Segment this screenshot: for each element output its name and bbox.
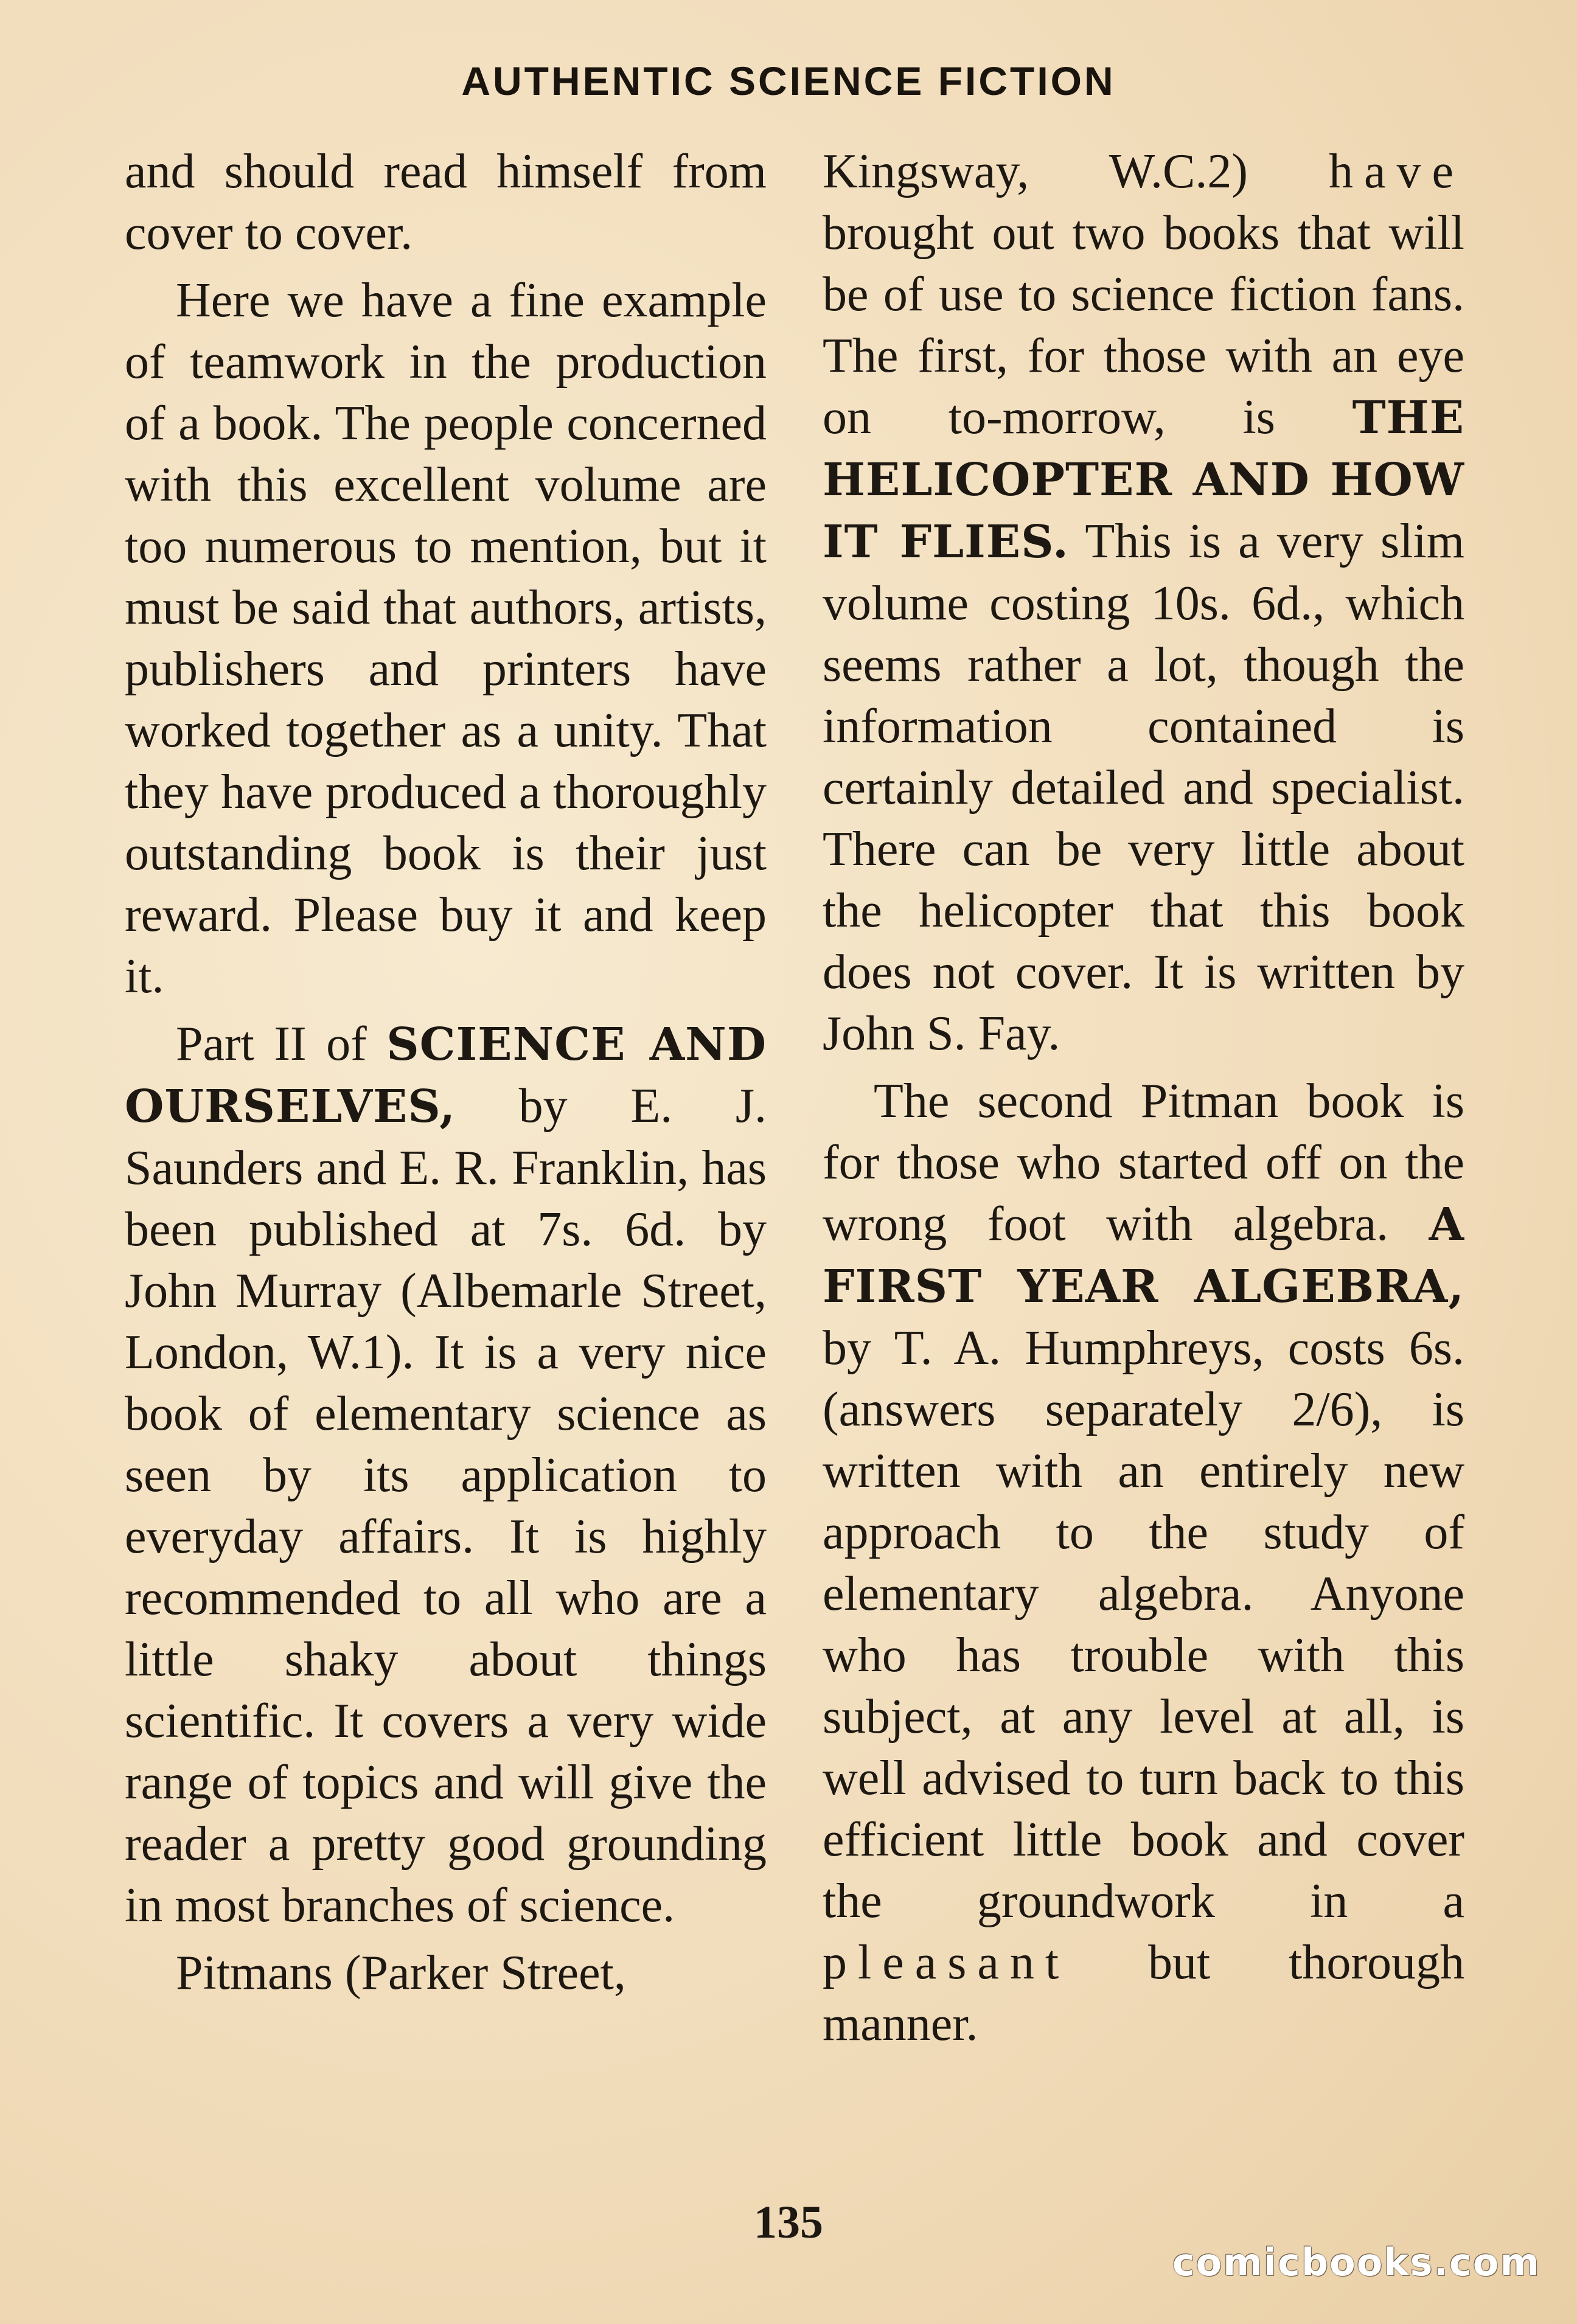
book-title: A FIRST YEAR ALGEBRA,	[823, 1199, 1464, 1313]
letterspaced-word: pleasant	[823, 1936, 1070, 1989]
paragraph	[823, 1071, 1464, 2055]
paragraph	[823, 141, 1464, 1065]
paragraph-lead: Kingsway, W.C.2)	[823, 145, 1248, 198]
page-number: 135	[754, 2197, 823, 2248]
paragraph: and should read himself from cover to cover.	[125, 145, 767, 260]
right-column	[823, 141, 1464, 2061]
paragraph-text: This is a very slim volume costing 10s. 6d., which seems rather a lot, though the information contained is certainly detailed and specialist. There can be very little about the helicopter that this book does not cover. It is written by John S. Fay.	[823, 515, 1464, 1060]
watermark: comicbooks.com	[1172, 2240, 1540, 2284]
book-title: SCIENCE AND OURSELVES,	[125, 1018, 767, 1133]
paragraph: Here we have a fine example of teamwork in the production of a book. The people concerned with this excellent volume are too numerous to mention, but it must be said that authors, artists, publishers and printers have worked together as a unity. That they have produced a thoroughly outstanding book is their just reward. Please buy it and keep it.	[125, 274, 767, 1003]
paragraph: Pitmans (Parker Street,	[176, 1946, 626, 2000]
running-head: AUTHENTIC SCIENCE FICTION	[461, 58, 1116, 103]
left-column	[125, 141, 767, 2010]
letterspaced-word: have	[1329, 145, 1465, 198]
paragraph-lead: Part II of	[176, 1017, 367, 1071]
paragraph-lead: The second Pitman book is for those who started off on the wrong foot with algebra.	[823, 1074, 1464, 1251]
paragraph-text: by E. J. Saunders and E. R. Franklin, has been published at 7s. 6d. by John Murray (Albemarle Street, London, W.1). It is a very nice book of elementary science as seen by its application to everyday affairs. It is highly recommended to all who are a little shaky about things scientific. It covers a very wide range of topics and will give the reader a pretty good grounding in most branches of science.	[125, 1079, 767, 1932]
paragraph-text: by T. A. Humphreys, costs 6s. (answers separately 2/6), is written with an entirely new approach to the study of elementary algebra. Anyone who has trouble with this subject, at any level at all, is well advised to turn back to this efficient little book and cover the groundwork in a	[823, 1321, 1464, 1928]
paragraph-text: but thorough manner.	[823, 1936, 1465, 2051]
paragraph	[125, 1014, 767, 1936]
paragraph-text: brought out two books that will be of use to science fiction fans. The first, for those with an eye on to-morrow, is	[823, 206, 1464, 444]
book-title: THE HELICOPTER AND HOW IT FLIES.	[823, 392, 1464, 568]
